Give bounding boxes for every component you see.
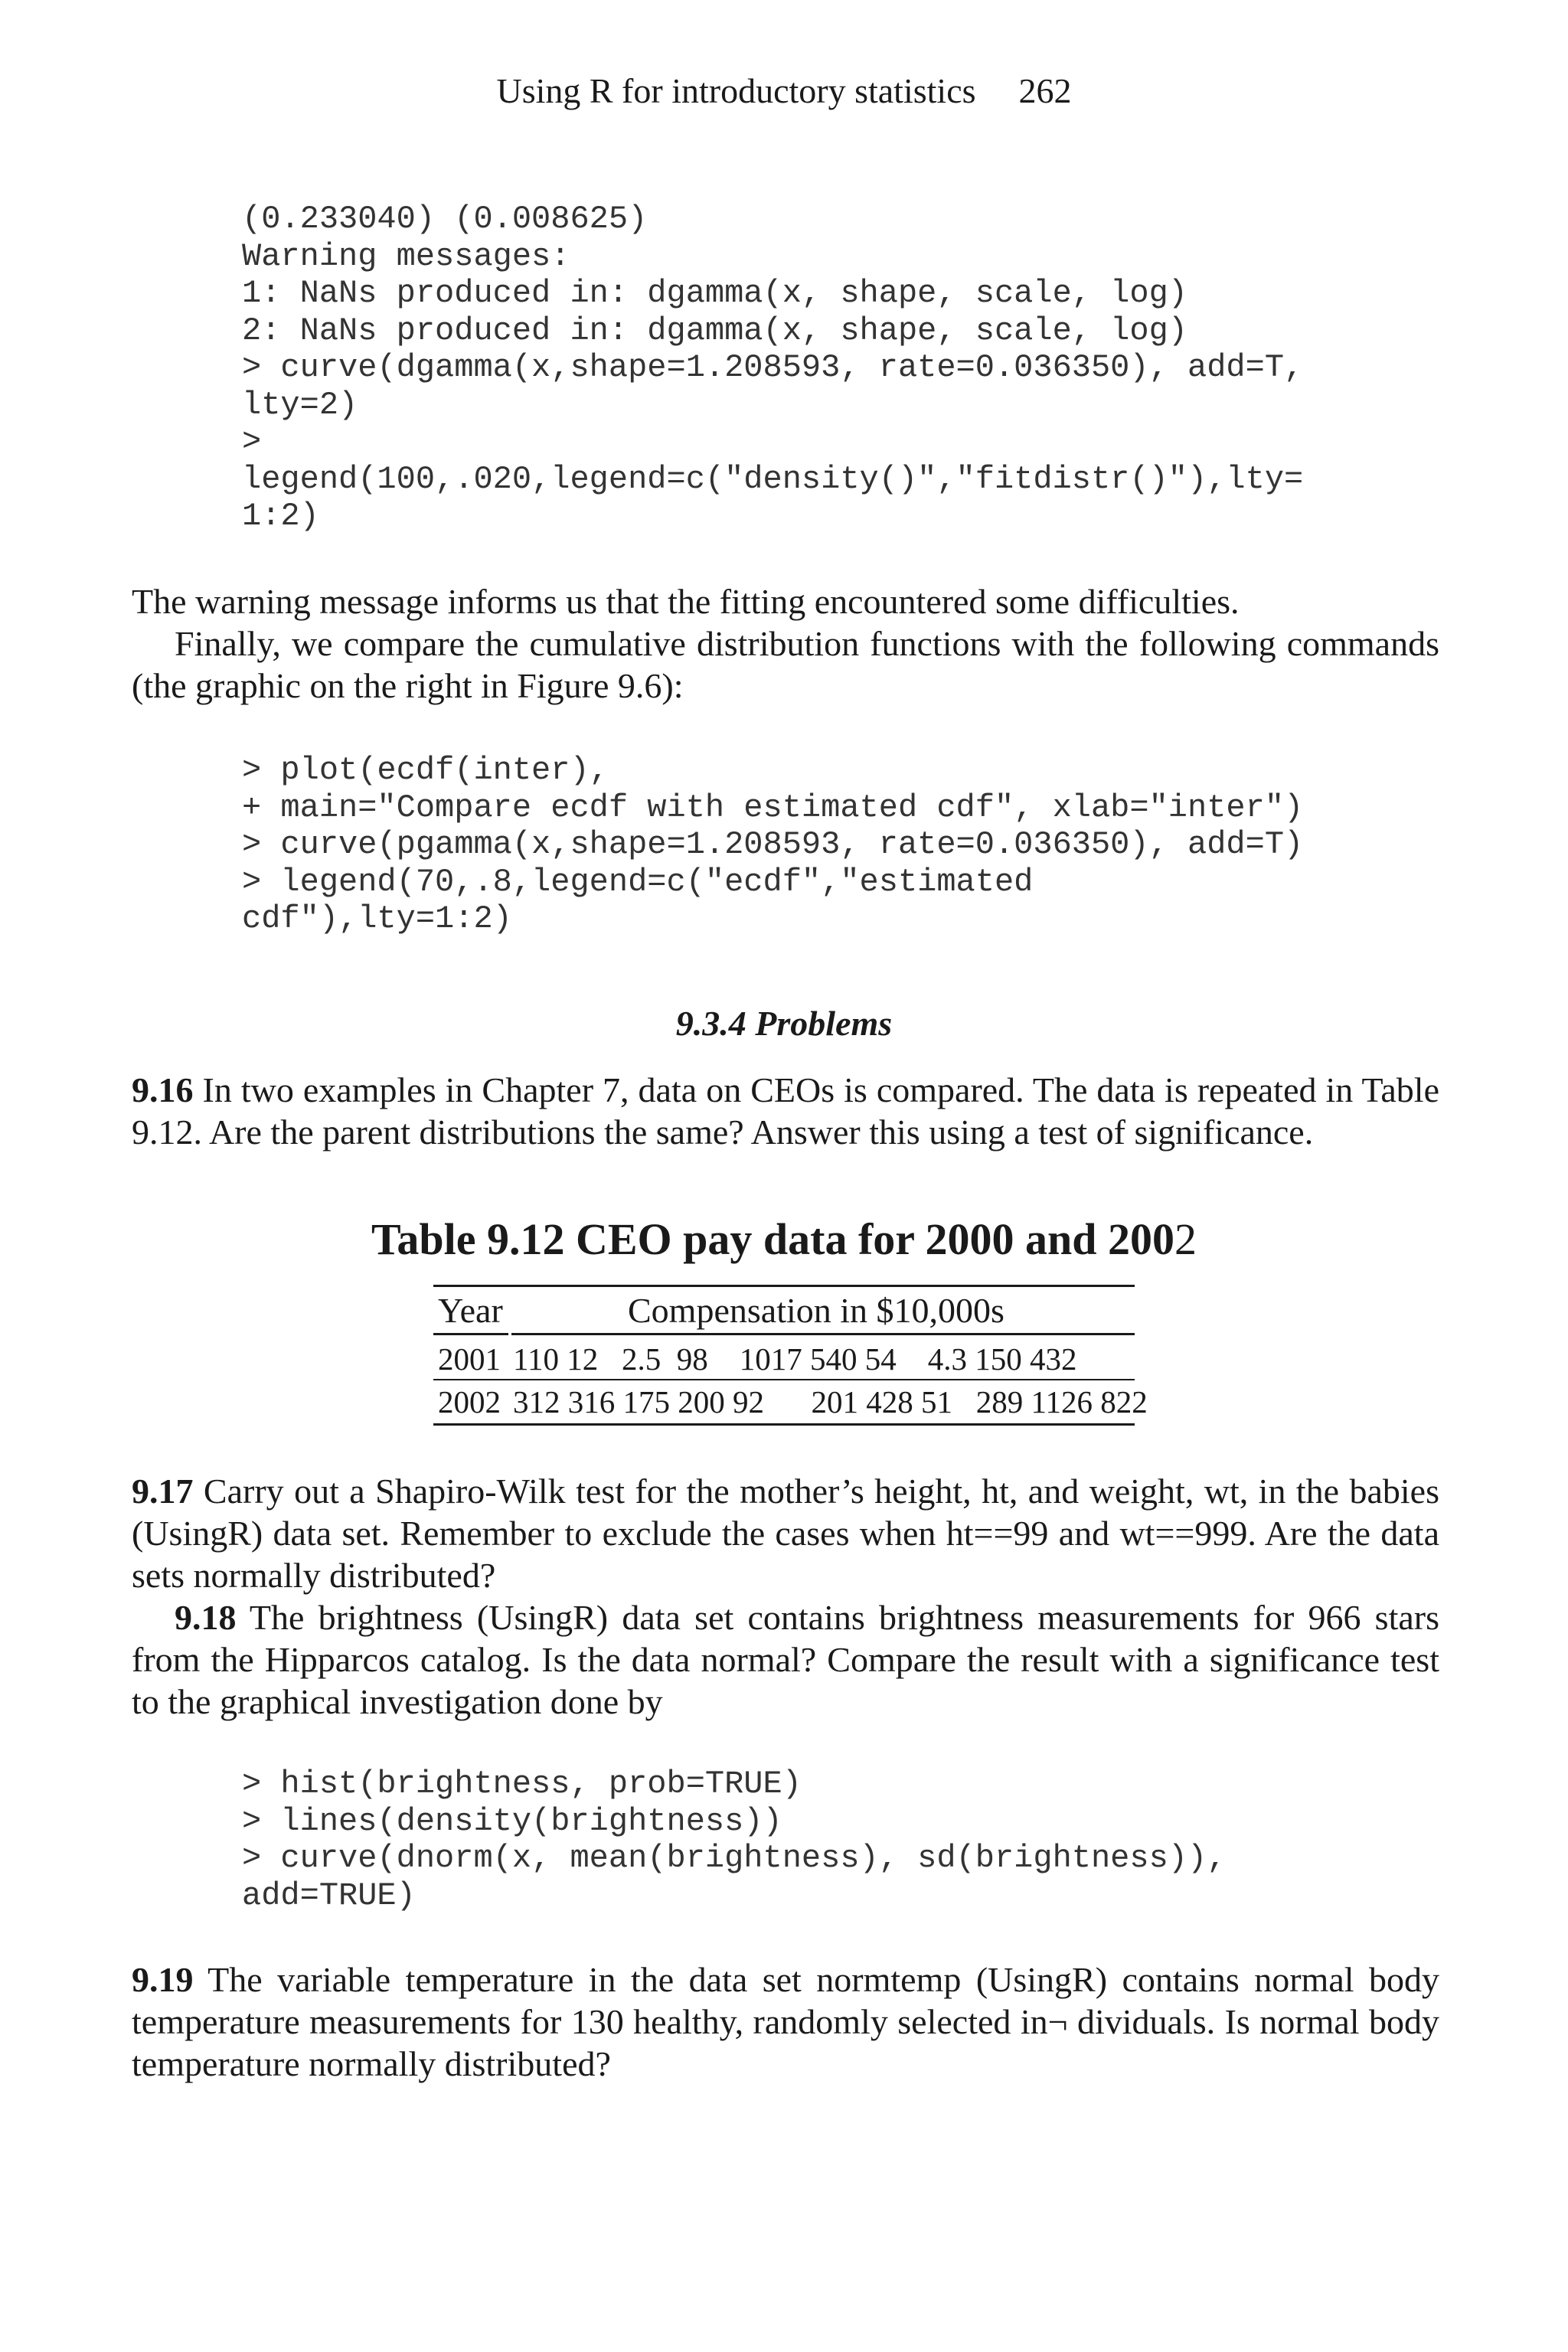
problem-text: Carry out a Shapiro-Wilk test for the mother’s height, ht, and weight, wt, in the babies (UsingR) data set. Remember to exclude the cases when ht==99 and wt==999. Are the data sets normally distributed? bbox=[132, 1472, 1439, 1595]
table-row-divider bbox=[433, 1379, 1135, 1380]
table-caption bbox=[0, 1214, 1568, 1265]
table-row-2001-values: 110 12 2.5 98 1017 540 54 4.3 150 432 bbox=[513, 1341, 1077, 1377]
table-caption-tail: 2 bbox=[1174, 1214, 1197, 1264]
table-caption-text: Table 9.12 CEO pay data for 2000 and 200 bbox=[371, 1214, 1174, 1264]
table-header-compensation: Compensation in $10,000s bbox=[628, 1291, 1004, 1330]
table-bottom-rule bbox=[433, 1423, 1135, 1426]
problem-9-18 bbox=[132, 1596, 1439, 1723]
problem-text: In two examples in Chapter 7, data on CEOs is compared. The data is repeated in Table 9.12. Are the parent distributions the same? Answer this using a test of significance. bbox=[132, 1070, 1439, 1152]
section-title: 9.3.4 Problems bbox=[675, 1004, 893, 1043]
header-title: Using R for introductory statistics bbox=[496, 71, 976, 110]
problem-number: 9.16 bbox=[132, 1070, 194, 1109]
paragraph-warning: The warning message informs us that the fitting encountered some difficulties. bbox=[132, 582, 1240, 621]
table-year-underline bbox=[433, 1333, 508, 1335]
problem-9-17 bbox=[132, 1470, 1439, 1596]
table-header-rule bbox=[511, 1333, 1135, 1335]
problem-9-19 bbox=[132, 1958, 1439, 2085]
code-block-ecdf: > plot(ecdf(inter), + main="Compare ecdf with estimated cdf", xlab="inter") > curve(pgamma(x,shape=1.208593, rate=0.036350), add=T) > legend(70,.8,legend=c("ecdf","estimated cdf"),lty=1:2) bbox=[242, 752, 1304, 937]
problem-text: The brightness (UsingR) data set contains brightness measurements for 966 stars from the Hipparcos catalog. Is the data normal? Compare the result with a significance test to the graphical investigation done by bbox=[132, 1598, 1439, 1721]
running-header bbox=[0, 70, 1568, 111]
paragraph-finally: Finally, we compare the cumulative distribution functions with the following commands (the graphic on the right in Figure 9.6): bbox=[132, 624, 1439, 705]
problem-number: 9.18 bbox=[175, 1598, 237, 1637]
problem-number: 9.17 bbox=[132, 1472, 194, 1511]
table-header-year: Year bbox=[438, 1291, 503, 1330]
table-row-2002-year: 2002 bbox=[438, 1384, 501, 1419]
table-row-2002-values: 312 316 175 200 92 201 428 51 289 1126 822 bbox=[513, 1384, 1148, 1419]
problem-text: The variable temperature in the data set normtemp (UsingR) contains normal body temperature measurements for 130 healthy, randomly selected in¬ dividuals. Is normal body temperature normally distributed? bbox=[132, 1960, 1439, 2083]
table-top-rule bbox=[433, 1285, 1135, 1287]
code-block-gamma-fit: (0.233040) (0.008625) Warning messages: 1: NaNs produced in: dgamma(x, shape, scale, log) 2: NaNs produced in: dgamma(x, shape, scale, log) > curve(dgamma(x,shape=1.208593, rate=0.036350), add=T, lty=2) > legend(100,.020,legend=c("density()","fitdistr()"),lty= 1:2) bbox=[242, 201, 1304, 534]
problem-number: 9.19 bbox=[132, 1960, 194, 1999]
code-block-brightness: > hist(brightness, prob=TRUE) > lines(density(brightness)) > curve(dnorm(x, mean(brightness), sd(brightness)), add=TRUE) bbox=[242, 1766, 1227, 1914]
problem-9-16 bbox=[132, 1069, 1439, 1153]
page-number: 262 bbox=[1018, 71, 1072, 110]
table-row-2001-year: 2001 bbox=[438, 1341, 501, 1377]
